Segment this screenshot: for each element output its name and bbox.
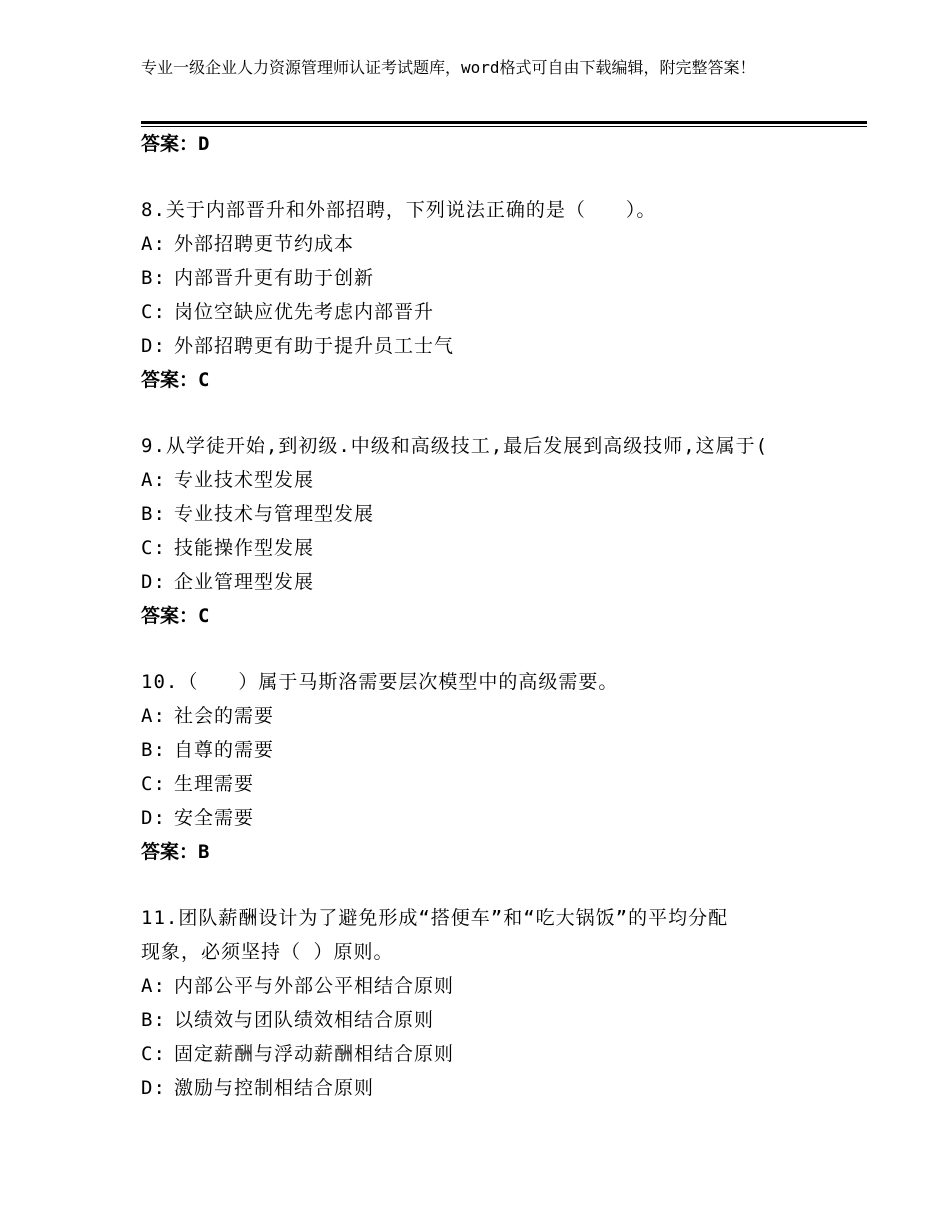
option-text: 专业技术型发展: [174, 469, 315, 491]
option-label: C:: [141, 537, 166, 559]
option-label: B:: [141, 739, 166, 761]
option-text: 安全需要: [174, 807, 255, 829]
option-text: 外部招聘更节约成本: [174, 233, 355, 255]
option-a: [141, 969, 841, 1003]
question-stem-continued: 现象，必须坚持（ ）原则。: [141, 941, 394, 963]
option-text: 岗位空缺应优先考虑内部晋升: [174, 301, 435, 323]
previous-answer: 答案：D: [141, 133, 210, 155]
option-label: B:: [141, 267, 166, 289]
option-a: [141, 463, 841, 497]
answer: 答案：C: [141, 605, 210, 627]
option-label: A:: [141, 975, 166, 997]
option-c: [141, 531, 841, 565]
option-b: [141, 261, 841, 295]
option-text: 固定薪酬与浮动薪酬相结合原则: [174, 1043, 455, 1065]
question-11: [141, 901, 841, 1105]
answer: 答案：C: [141, 369, 210, 391]
document-header: [141, 56, 841, 79]
option-a: [141, 699, 841, 733]
option-label: C:: [141, 773, 166, 795]
option-label: B:: [141, 503, 166, 525]
option-d: [141, 329, 841, 363]
question-stem: 9.从学徒开始,到初级.中级和高级技工,最后发展到高级技师,这属于(: [141, 435, 769, 457]
option-text: 激励与控制相结合原则: [174, 1077, 375, 1099]
option-label: A:: [141, 233, 166, 255]
option-text: 生理需要: [174, 773, 255, 795]
option-label: A:: [141, 469, 166, 491]
option-label: D:: [141, 335, 166, 357]
option-c: [141, 1037, 841, 1071]
option-b: [141, 497, 841, 531]
question-stem: 11.团队薪酬设计为了避免形成“搭便车”和“吃大锅饭”的平均分配: [141, 907, 729, 929]
header-title: 专业一级企业人力资源管理师认证考试题库，word格式可自由下载编辑，附完整答案！: [141, 58, 756, 77]
question-list: [141, 127, 841, 1105]
option-a: [141, 227, 841, 261]
option-text: 内部公平与外部公平相结合原则: [174, 975, 455, 997]
option-label: C:: [141, 301, 166, 323]
option-d: [141, 801, 841, 835]
question-9: [141, 429, 841, 633]
option-text: 外部招聘更有助于提升员工士气: [174, 335, 455, 357]
option-b: [141, 733, 841, 767]
option-label: D:: [141, 571, 166, 593]
option-c: [141, 295, 841, 329]
question-stem: 8.关于内部晋升和外部招聘，下列说法正确的是（ ）。: [141, 199, 657, 221]
option-b: [141, 1003, 841, 1037]
option-label: D:: [141, 807, 166, 829]
header-rule-thick: [141, 121, 867, 124]
answer: 答案：B: [141, 841, 210, 863]
question-8: [141, 193, 841, 397]
option-label: B:: [141, 1009, 166, 1031]
option-d: [141, 1071, 841, 1105]
option-d: [141, 565, 841, 599]
option-text: 社会的需要: [174, 705, 275, 727]
question-stem: 10.（ ）属于马斯洛需要层次模型中的高级需要。: [141, 671, 619, 693]
option-text: 以绩效与团队绩效相结合原则: [174, 1009, 435, 1031]
option-text: 自尊的需要: [174, 739, 275, 761]
option-label: C:: [141, 1043, 166, 1065]
question-10: [141, 665, 841, 869]
option-label: A:: [141, 705, 166, 727]
option-text: 内部晋升更有助于创新: [174, 267, 375, 289]
option-text: 专业技术与管理型发展: [174, 503, 375, 525]
option-c: [141, 767, 841, 801]
option-text: 企业管理型发展: [174, 571, 315, 593]
option-text: 技能操作型发展: [174, 537, 315, 559]
option-label: D:: [141, 1077, 166, 1099]
